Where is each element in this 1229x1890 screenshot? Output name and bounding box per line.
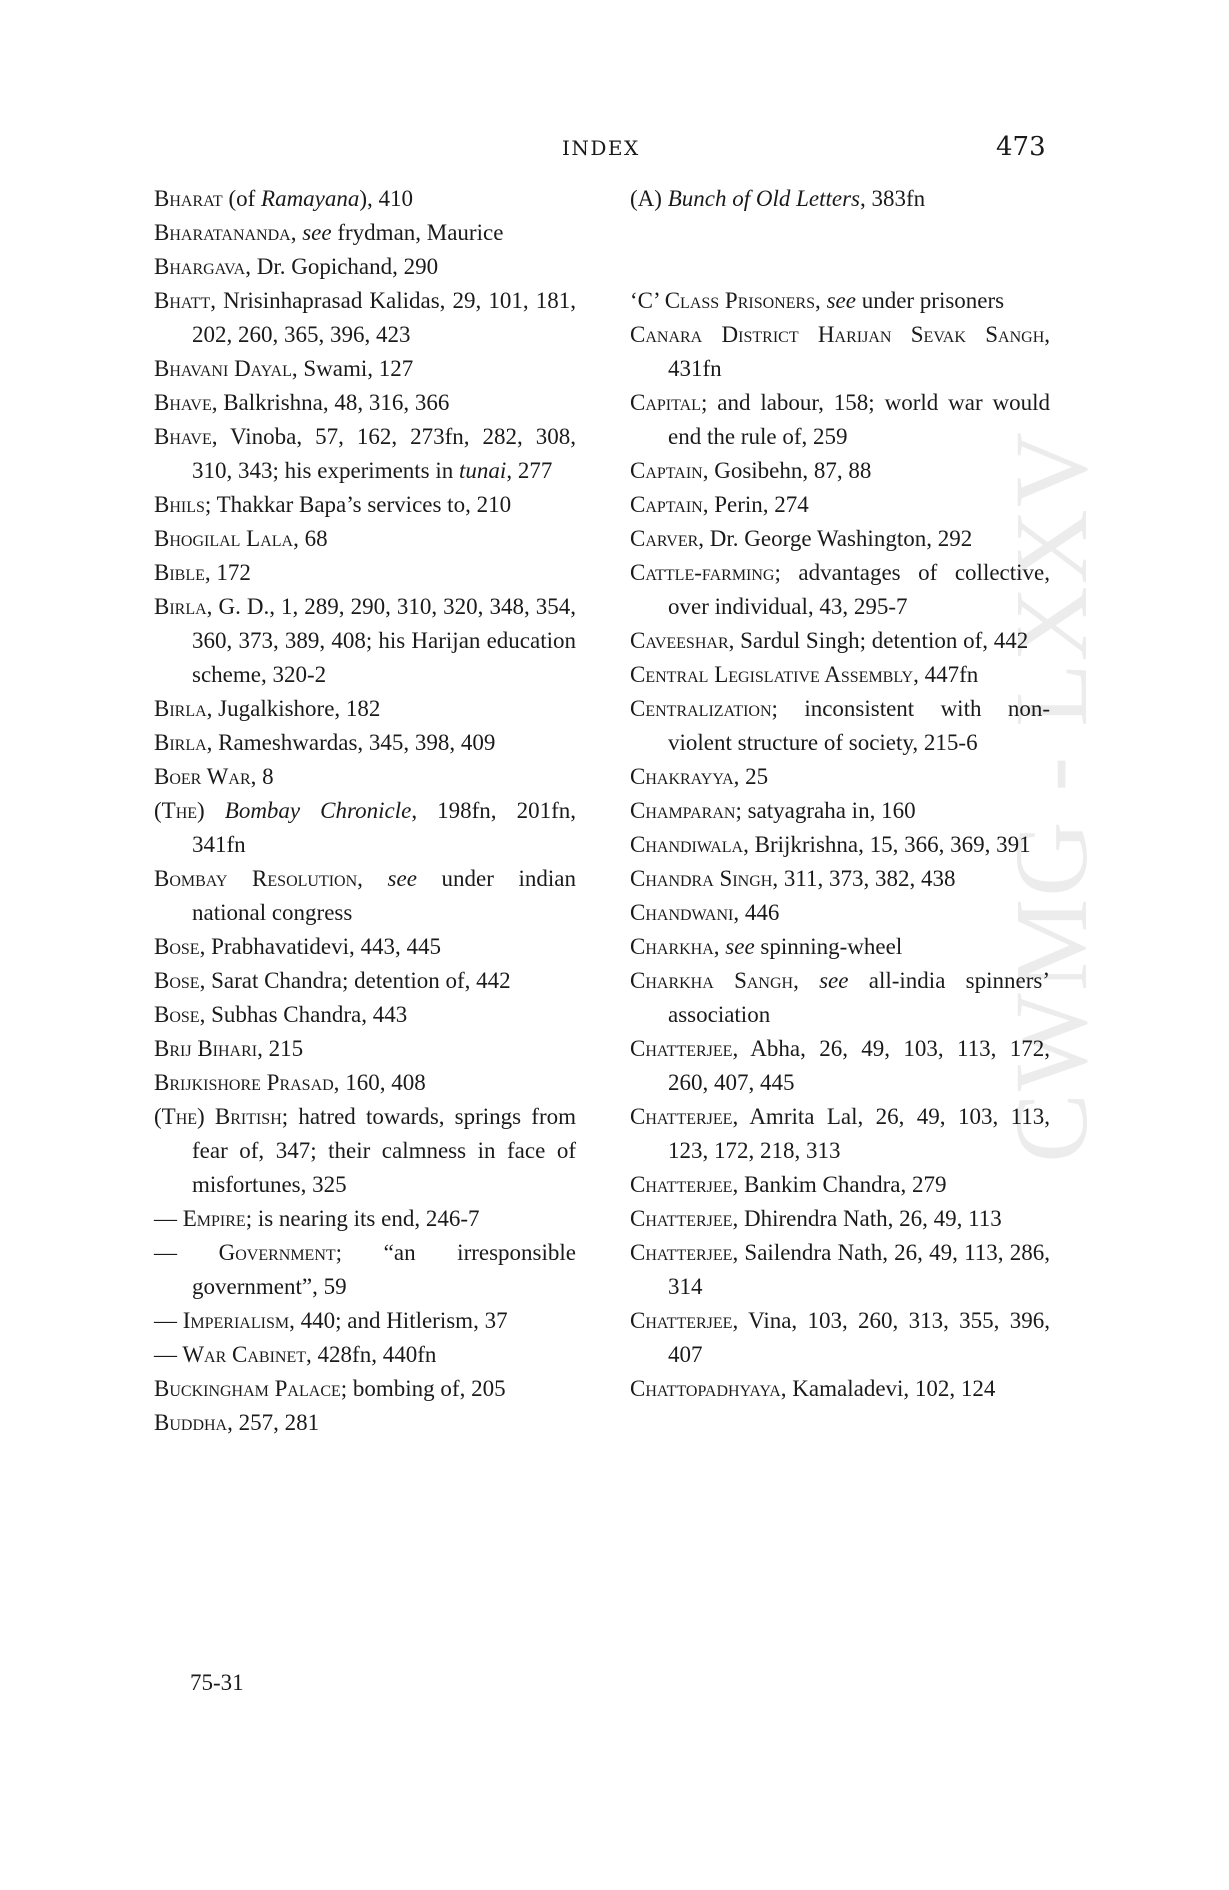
signature-mark: 75-31 [190, 1670, 244, 1695]
index-entry-rest [363, 866, 388, 891]
index-entry-rest: Kamaladevi, 102, 124 [786, 1376, 996, 1401]
index-entry-head: (A) [630, 186, 668, 211]
index-column-left [154, 182, 576, 1440]
index-entry [154, 1372, 576, 1406]
index-entry-head: (The) British; [154, 1104, 289, 1129]
index-entry [630, 1100, 1050, 1168]
index-column-right-entries [630, 284, 1050, 1406]
index-entry-tail: under indian national congress [192, 866, 577, 925]
index-entry-head: Bhave, [154, 424, 218, 449]
index-entry-head: Boer War, [154, 764, 257, 789]
index-entry-head: Caveeshar, [630, 628, 735, 653]
index-entry-rest: 447fn [918, 662, 979, 687]
index-entry-rest: 172 [210, 560, 251, 585]
index-entry [154, 1032, 576, 1066]
index-entry-head: Central Legislative Assembly, [630, 662, 919, 687]
index-entry-head: Bose, [154, 1002, 206, 1027]
index-entry-it: tunai [459, 458, 507, 483]
index-entry-head: Champaran; [630, 798, 742, 823]
index-entry-head: Bhils; [154, 492, 212, 517]
index-entry-head: Buckingham Palace; [154, 1376, 348, 1401]
index-entry [630, 794, 1050, 828]
index-entry-head: Bharat [154, 186, 223, 211]
index-entry-rest: Amrita Lal, 26, 49, 103, 113, 123, 172, 218, 313 [668, 1104, 1050, 1163]
index-entry-it: see [826, 288, 856, 313]
index-entry-head: Chatterjee, [630, 1036, 739, 1061]
index-entry-rest: Vinoba, 57, 162, 273fn, 282, 308, 310, 343; his experiments in [192, 424, 576, 483]
index-entry-head: — Government; [154, 1240, 343, 1265]
index-entry [154, 352, 576, 386]
index-entry-rest: Vina, 103, 260, 313, 355, 396, 407 [668, 1308, 1050, 1367]
index-entry [630, 896, 1050, 930]
index-entry-head: Captain, [630, 458, 709, 483]
index-entry [630, 182, 1050, 216]
index-entry-tail: , 277 [506, 458, 553, 483]
watermark: CWMG - LXXV [994, 430, 1109, 1163]
index-entry-head: — Empire; [154, 1206, 253, 1231]
index-entry [630, 828, 1050, 862]
index-entry-rest: 431fn [668, 356, 722, 381]
index-entry-rest: is nearing its end, 246-7 [252, 1206, 480, 1231]
index-entry-head: Charkha, [630, 934, 720, 959]
index-entry [630, 386, 1050, 454]
index-entry-rest: (of [222, 186, 262, 211]
index-entry [630, 930, 1050, 964]
index-entry-head: Chatterjee, [630, 1104, 739, 1129]
index-entry-rest: bombing of, 205 [347, 1376, 506, 1401]
index-entry-head: Chatterjee, [630, 1308, 739, 1333]
index-entry-head: Bharatananda, [154, 220, 297, 245]
index-entry [154, 590, 576, 692]
index-entry-it: Bombay Chronicle [224, 798, 412, 823]
index-entry-head: (The) [154, 798, 205, 823]
index-entry-rest: Subhas Chandra, 443 [205, 1002, 408, 1027]
index-entry-it: see [302, 220, 332, 245]
index-entry-rest: Balkrishna, 48, 316, 366 [217, 390, 450, 415]
index-entry [630, 488, 1050, 522]
index-entry [154, 250, 576, 284]
index-entry-head: Bose, [154, 934, 206, 959]
index-entry [154, 964, 576, 998]
index-entry [630, 692, 1050, 760]
index-entry [154, 522, 576, 556]
index-entry [630, 522, 1050, 556]
index-entry [630, 1372, 1050, 1406]
index-entry-head: Chakrayya, [630, 764, 740, 789]
index-entry-it: see [725, 934, 755, 959]
index-entry-rest: 257, 281 [232, 1410, 320, 1435]
index-entry-it: Ramayana [261, 186, 360, 211]
index-entry [154, 692, 576, 726]
index-entry [630, 1202, 1050, 1236]
index-entry [154, 930, 576, 964]
index-entry [630, 658, 1050, 692]
index-entry-rest [799, 968, 819, 993]
index-entry [154, 216, 576, 250]
index-entry [630, 760, 1050, 794]
index-entry-head: Birla, [154, 696, 213, 721]
index-entry-tail: , 198fn, 201fn, 341fn [192, 798, 576, 857]
index-entry-rest: Jugalkishore, 182 [212, 696, 381, 721]
index-entry-rest: Brijkrishna, 15, 366, 369, 391 [748, 832, 1031, 857]
index-entry-rest: “an irresponsible government”, 59 [192, 1240, 576, 1299]
running-head: INDEX [562, 136, 640, 160]
index-entry-rest: Bankim Chandra, 279 [738, 1172, 947, 1197]
index-entry-rest: Dhirendra Nath, 26, 49, 113 [738, 1206, 1002, 1231]
index-entry-rest: Nrisinhaprasad Kalidas, 29, 101, 181, 202, 260, 365, 396, 423 [192, 288, 576, 347]
index-entry-it: see [387, 866, 417, 891]
index-entry [154, 420, 576, 488]
index-entry [154, 1100, 576, 1202]
index-entry-head: Centralization; [630, 696, 778, 721]
index-entry-head: Bhave, [154, 390, 218, 415]
index-entry-head: Bhogilal Lala, [154, 526, 299, 551]
index-entry [630, 1236, 1050, 1304]
index-entry [154, 1406, 576, 1440]
index-entry [630, 556, 1050, 624]
index-entry-head: Bhargava, [154, 254, 251, 279]
index-entry [630, 454, 1050, 488]
index-entry-tail: all-india spinners’ association [668, 968, 1050, 1027]
index-entry-head: Bible, [154, 560, 211, 585]
index-entry [630, 318, 1050, 386]
index-entry-head: Buddha, [154, 1410, 233, 1435]
index-entry [154, 1236, 576, 1304]
index-entry-head: Chandiwala, [630, 832, 749, 857]
index-entry-rest: 160, 408 [339, 1070, 426, 1095]
index-entry-head: Capital; [630, 390, 708, 415]
index-entry [630, 624, 1050, 658]
index-entry-head: Chattopadhyaya, [630, 1376, 787, 1401]
index-entry [154, 998, 576, 1032]
index-entry-head: Chandwani, [630, 900, 740, 925]
index-entry-rest: Rameshwardas, 345, 398, 409 [212, 730, 496, 755]
index-entry-rest: Sailendra Nath, 26, 49, 113, 286, 314 [668, 1240, 1050, 1299]
index-entry-head: Cattle-farming; [630, 560, 781, 585]
index-entry-rest: Gosibehn, 87, 88 [708, 458, 872, 483]
index-entry-rest: Sardul Singh; detention of, 442 [734, 628, 1029, 653]
index-entry-rest: and labour, 158; world war would end the rule of, 259 [668, 390, 1050, 449]
index-entry [154, 794, 576, 862]
index-entry-head: — War Cabinet, [154, 1342, 312, 1367]
index-entry-head: Bhavani Dayal, [154, 356, 298, 381]
index-entry-rest: 215 [262, 1036, 304, 1061]
index-entry-tail: under prisoners [855, 288, 1005, 313]
index-entry [154, 862, 576, 930]
index-entry-rest: inconsistent with non-violent structure of society, 215-6 [668, 696, 1050, 755]
index-column-right [630, 182, 1050, 1406]
index-entry-head: Bose, [154, 968, 206, 993]
index-entry-it: see [819, 968, 849, 993]
index-entry-tail: ), 410 [359, 186, 414, 211]
index-entry [630, 284, 1050, 318]
index-entry-rest: Swami, 127 [297, 356, 414, 381]
index-entry-rest: Dr. George Washington, 292 [704, 526, 973, 551]
index-entry-head: ‘C’ Class Prisoners, [630, 288, 821, 313]
index-entry-head: Bhatt, [154, 288, 216, 313]
index-entry-tail: , 383fn [859, 186, 926, 211]
index-entry-rest: 446 [739, 900, 780, 925]
index-entry-head: Carver, [630, 526, 705, 551]
index-entry-rest: Prabhavatidevi, 443, 445 [205, 934, 442, 959]
index-entry [154, 1338, 576, 1372]
index-entry [154, 760, 576, 794]
index-entry [154, 284, 576, 352]
index-entry-rest: 311, 373, 382, 438 [778, 866, 956, 891]
index-entry-head: Chatterjee, [630, 1206, 739, 1231]
index-entry [630, 1168, 1050, 1202]
index-entry [630, 964, 1050, 1032]
index-entry [154, 1066, 576, 1100]
index-entry-rest: Dr. Gopichand, 290 [250, 254, 439, 279]
index-entry [630, 862, 1050, 896]
index-entry [154, 556, 576, 590]
index-entry [154, 1202, 576, 1236]
page-number: 473 [996, 132, 1046, 162]
index-entry-rest: 440; and Hitlerism, 37 [294, 1308, 508, 1333]
index-entry [154, 488, 576, 522]
index-entry-rest: Abha, 26, 49, 103, 113, 172, 260, 407, 445 [668, 1036, 1050, 1095]
index-entry-head: Canara District Harijan Sevak Sangh, [630, 322, 1050, 347]
index-entry-head: Chatterjee, [630, 1240, 739, 1265]
index-entry-rest: Sarat Chandra; detention of, 442 [205, 968, 511, 993]
index-entry-head: Captain, [630, 492, 709, 517]
index-entry [154, 1304, 576, 1338]
index-entry-rest: Perin, 274 [708, 492, 809, 517]
index-entry-rest: advantages of collective, over individual, 43, 295-7 [668, 560, 1050, 619]
column-gap [630, 216, 1050, 284]
index-entry-it: Bunch of Old Letters [667, 186, 860, 211]
index-entry [630, 1032, 1050, 1100]
index-entry-head: Brijkishore Prasad, [154, 1070, 340, 1095]
index-entry-rest: G. D., 1, 289, 290, 310, 320, 348, 354, 360, 373, 389, 408; his Harijan education scheme, 320-2 [192, 594, 576, 687]
index-entry-rest [205, 798, 225, 823]
index-entry [154, 386, 576, 420]
index-entry-tail: spinning-wheel [754, 934, 903, 959]
index-entry-head: Chatterjee, [630, 1172, 739, 1197]
index-entry-head: Birla, [154, 594, 213, 619]
index-entry-head: Birla, [154, 730, 213, 755]
index-entry-head: — Imperialism, [154, 1308, 295, 1333]
index-entry-head: Brij Bihari, [154, 1036, 263, 1061]
index-entry-rest: satyagraha in, 160 [741, 798, 916, 823]
index-entry-head: Bombay Resolution, [154, 866, 363, 891]
index-entry-tail: frydman, Maurice [331, 220, 504, 245]
index-entry [154, 726, 576, 760]
index-entry [154, 182, 576, 216]
index-entry-rest: hatred towards, springs from fear of, 347; their calmness in face of misfortunes, 325 [192, 1104, 577, 1197]
index-entry-rest: 428fn, 440fn [311, 1342, 437, 1367]
index-entry-rest: 68 [298, 526, 328, 551]
index-entry-head: Charkha Sangh, [630, 968, 799, 993]
index-entry [630, 1304, 1050, 1372]
index-entry-rest: 25 [739, 764, 769, 789]
index-entry-rest: 8 [256, 764, 274, 789]
index-column-right-top [630, 182, 1050, 216]
index-entry-head: Chandra Singh, [630, 866, 779, 891]
index-entry-rest: Thakkar Bapa’s services to, 210 [211, 492, 512, 517]
